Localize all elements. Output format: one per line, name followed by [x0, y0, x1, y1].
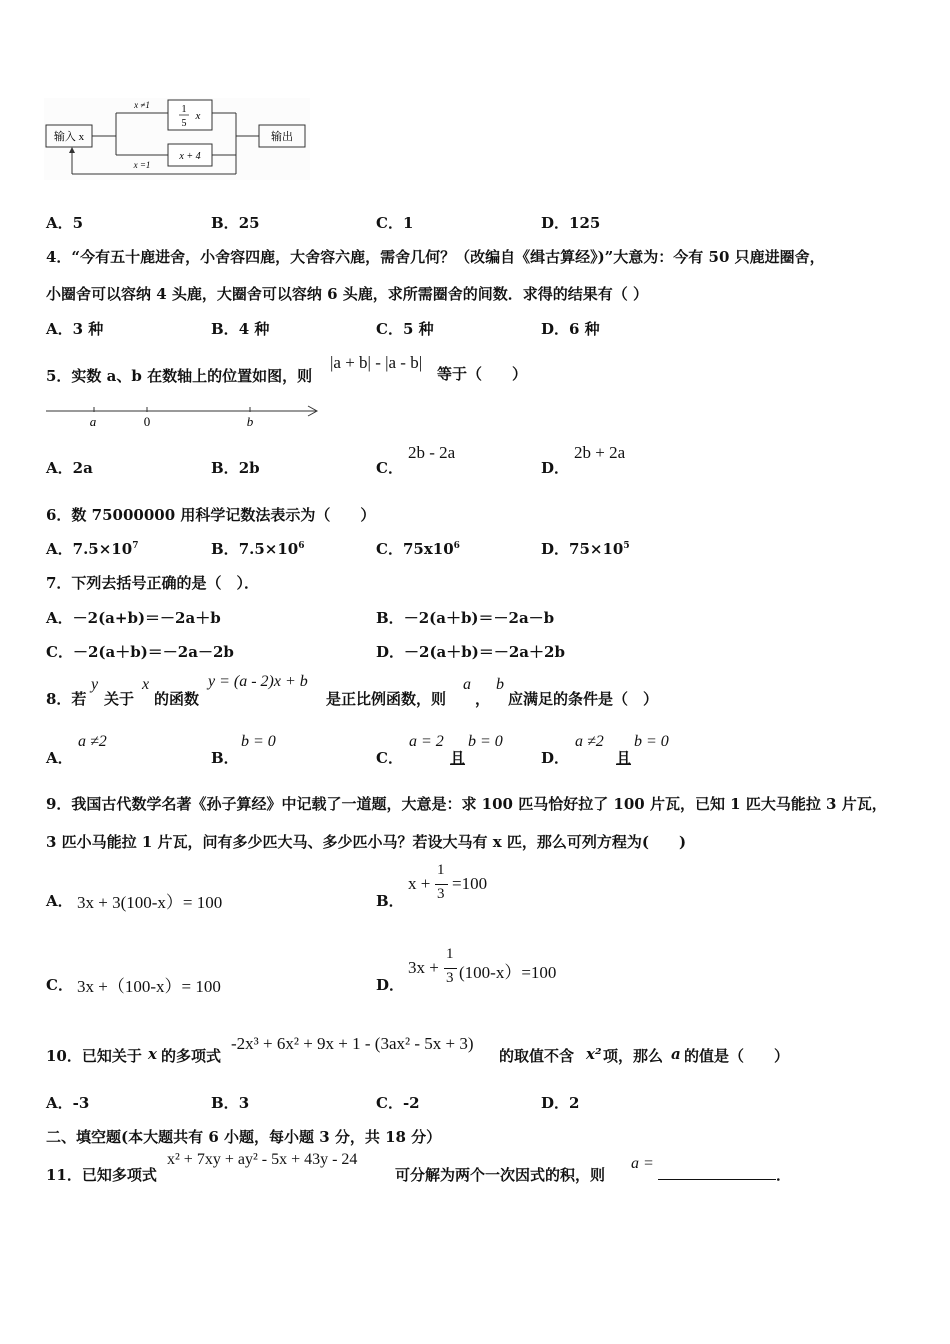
q6-option-b-letter: B． — [211, 540, 239, 558]
q10-polynomial: -2x³ + 6x² + 9x + 1 - (3ax² - 5x + 3) — [231, 1034, 474, 1053]
q4-option-c-letter: C． — [376, 320, 403, 338]
flowchart-cond-top: x ≠1 — [134, 100, 150, 110]
q9-option-d-letter: D． — [376, 976, 405, 994]
q5-option-d-text: 2b + 2a — [574, 443, 626, 462]
q8-option-d-text: a ≠2 — [575, 733, 604, 750]
flowchart-top-den: 5 — [181, 118, 187, 129]
q7-option-c[interactable] — [46, 641, 234, 662]
q10-option-b-text: 3 — [238, 1094, 250, 1112]
q9-option-d-den: 3 — [446, 970, 454, 986]
q11-stem-p2: 可分解为两个一次因式的积，则 — [395, 1166, 606, 1184]
q9-option-b[interactable] — [376, 890, 404, 911]
q6-option-c-letter: C． — [376, 540, 403, 558]
q10-option-a-text: -3 — [72, 1094, 90, 1112]
q9-option-b-letter: B． — [376, 892, 404, 910]
q5-option-a-text: 2a — [72, 459, 93, 477]
q11-polynomial: x² + 7xy + ay² - 5x + 43y - 24 — [167, 1151, 358, 1168]
q8-option-d[interactable] — [541, 747, 569, 768]
q8-option-b-letter: B． — [211, 749, 239, 767]
q8-var-a: a — [463, 676, 471, 693]
q5-option-d-letter: D． — [541, 459, 570, 477]
q5-option-c-letter: C． — [376, 459, 403, 477]
q4-option-c[interactable] — [376, 318, 434, 339]
q8-option-c-text: a = 2 — [409, 733, 444, 750]
q6-option-b[interactable] — [211, 538, 305, 559]
q10-stem-p2: 的多项式 — [161, 1047, 222, 1065]
q3-option-c[interactable] — [376, 212, 413, 233]
q5-option-d[interactable] — [541, 457, 569, 478]
q6-option-a-exp: 7 — [132, 541, 139, 551]
q3-option-d-text: 125 — [569, 214, 601, 232]
q10-option-c-text: -2 — [402, 1094, 420, 1112]
q7-option-a-text: －2(a+b)＝－2a＋b — [72, 609, 221, 627]
q11-answer-blank[interactable] — [658, 1165, 776, 1184]
q4-stem-line1: 4．“今有五十鹿进舍，小舍容四鹿，大舍容六鹿，需舍几何？（改编自《缉古算经》)”大意为：今有 50 只鹿进圈舍， — [46, 248, 825, 266]
q8-var-y: y — [91, 676, 99, 693]
q6-stem: 6．数 75000000 用科学记数法表示为（ ） — [46, 506, 376, 524]
q4-option-d-letter: D． — [541, 320, 570, 338]
q10-var-a: a — [671, 1045, 681, 1063]
q6-option-a-base: 7.5×10 — [72, 540, 133, 558]
q9-stem-line2: 3 匹小马能拉 1 片瓦，问有多少匹大马、多少匹小马？若设大马有 x 匹，那么可列方程为( ) — [46, 833, 687, 851]
q3-option-b[interactable] — [211, 212, 260, 233]
q10-option-a[interactable] — [46, 1092, 89, 1113]
q5-option-a-letter: A． — [46, 459, 73, 477]
q5-option-a[interactable] — [46, 457, 93, 478]
q7-option-c-text: －2(a＋b)＝－2a－2b — [72, 643, 234, 661]
q3-option-b-letter: B． — [211, 214, 239, 232]
q9-option-b-post: =100 — [452, 874, 488, 893]
q6-option-b-base: 7.5×10 — [238, 540, 299, 558]
q10-option-d-letter: D． — [541, 1094, 570, 1112]
q8-option-a-letter: A． — [46, 749, 73, 767]
q9-stem-line1: 9．我国古代数学名著《孙子算经》中记载了一道题，大意是：求 100 匹马恰好拉了 100 片瓦，已知 1 匹大马能拉 3 片瓦， — [46, 795, 887, 813]
q8-stem-p2: 关于 — [104, 690, 135, 708]
q4-option-d[interactable] — [541, 318, 600, 339]
q7-option-b[interactable] — [376, 607, 554, 628]
section-2-title: 二、填空题(本大题共有 6 小题，每小题 3 分，共 18 分） — [46, 1128, 442, 1146]
q5-option-b-text: 2b — [238, 459, 260, 477]
q8-option-b[interactable] — [211, 747, 239, 768]
q9-option-b-num: 1 — [437, 862, 445, 878]
q3-option-a-letter: A． — [46, 214, 73, 232]
q5-option-b[interactable] — [211, 457, 260, 478]
q5-option-c[interactable] — [376, 457, 403, 478]
q4-option-a-text: 3 种 — [72, 320, 104, 338]
q6-option-d-letter: D． — [541, 540, 570, 558]
flowchart-top-box — [168, 100, 212, 130]
q4-option-b[interactable] — [211, 318, 269, 339]
q10-var-x: x — [148, 1045, 157, 1063]
q10-stem-prefix: 10．已知关于 — [46, 1047, 142, 1065]
q9-option-c[interactable] — [46, 974, 73, 995]
q10-stem-p4: 项，那么 — [603, 1047, 664, 1065]
q11-stem-prefix: 11．已知多项式 — [46, 1166, 157, 1184]
q8-stem-p1: 8．若 — [46, 690, 87, 708]
q10-stem-p5: 的值是（ ） — [684, 1047, 790, 1065]
q4-option-b-text: 4 种 — [238, 320, 270, 338]
q10-option-d-text: 2 — [569, 1094, 580, 1112]
q6-option-a-letter: A． — [46, 540, 73, 558]
q3-option-d-letter: D． — [541, 214, 570, 232]
q9-option-d[interactable] — [376, 974, 404, 995]
q4-option-c-text: 5 种 — [402, 320, 434, 338]
q9-option-b-pre: x + — [408, 874, 431, 893]
q6-option-d[interactable] — [541, 538, 630, 559]
q10-option-b[interactable] — [211, 1092, 249, 1113]
q8-stem-p3: 的函数 — [154, 690, 200, 708]
q7-option-c-letter: C． — [46, 643, 73, 661]
q6-option-c-base: 75x10 — [402, 540, 454, 558]
q9-option-a[interactable] — [46, 890, 73, 911]
q8-option-d-and: 且 — [616, 749, 632, 767]
flowchart-top-var: x — [195, 110, 201, 122]
number-line — [44, 400, 324, 432]
q7-option-a-letter: A． — [46, 609, 73, 627]
q9-option-a-letter: A． — [46, 892, 73, 910]
q10-option-a-letter: A． — [46, 1094, 73, 1112]
q9-option-b-fraction-bar — [435, 884, 448, 885]
q11-a-equals: a = — [631, 1155, 654, 1172]
q3-option-d[interactable] — [541, 212, 600, 233]
q6-option-b-exp: 6 — [298, 541, 305, 551]
q5-stem-prefix: 5．实数 a、b 在数轴上的位置如图，则 — [46, 367, 313, 385]
q3-option-a-text: 5 — [72, 214, 84, 232]
q8-option-a[interactable] — [46, 747, 73, 768]
q10-option-b-letter: B． — [211, 1094, 239, 1112]
q3-option-a[interactable] — [46, 212, 83, 233]
q7-stem: 7．下列去括号正确的是（ ）． — [46, 574, 259, 592]
q7-option-b-text: －2(a＋b)＝－2a－b — [403, 609, 555, 627]
q4-stem-line2: 小圈舍可以容纳 4 头鹿，大圈舍可以容纳 6 头鹿，求所需圈舍的间数．求得的结果有（ ） — [46, 285, 648, 303]
q8-option-c-text2: b = 0 — [468, 733, 503, 750]
q7-option-d[interactable] — [376, 641, 565, 662]
number-line-label-b: b — [246, 414, 254, 429]
q3-option-b-text: 25 — [238, 214, 260, 232]
q8-option-b-text: b = 0 — [241, 733, 276, 750]
q8-option-a-text: a ≠2 — [78, 733, 107, 750]
q10-option-c[interactable] — [376, 1092, 420, 1113]
q9-option-b-den: 3 — [437, 886, 445, 902]
q3-option-c-text: 1 — [402, 214, 414, 232]
q8-option-d-letter: D． — [541, 749, 570, 767]
q7-option-a[interactable] — [46, 607, 221, 628]
number-line-label-zero: 0 — [143, 414, 151, 429]
q6-option-a[interactable] — [46, 538, 138, 559]
q9-option-d-num: 1 — [446, 946, 454, 962]
q8-stem-p4: 是正比例函数，则 — [326, 690, 447, 708]
q8-option-d-text2: b = 0 — [634, 733, 669, 750]
q10-option-d[interactable] — [541, 1092, 579, 1113]
q7-option-d-letter: D． — [376, 643, 405, 661]
q11-end: ． — [776, 1166, 792, 1184]
q9-option-d-pre: 3x + — [408, 958, 439, 977]
q9-option-a-text: 3x + 3(100-x）= 100 — [77, 893, 223, 912]
flowchart-figure — [44, 98, 310, 180]
q8-comma: ， — [475, 690, 491, 708]
flowchart-output-label: 输出 — [271, 131, 293, 143]
flowchart-top-num: 1 — [181, 104, 187, 115]
q10-stem-p3: 的取值不含 — [499, 1047, 575, 1065]
q8-var-x: x — [142, 676, 150, 693]
q4-option-d-text: 6 种 — [569, 320, 600, 338]
q6-option-d-base: 75×10 — [569, 540, 624, 558]
flowchart-bottom-label: x + 4 — [179, 151, 201, 162]
q8-option-c-letter: C． — [376, 749, 403, 767]
q8-function: y = (a - 2)x + b — [208, 673, 308, 690]
q9-option-d-fraction-bar — [444, 968, 457, 969]
q7-option-d-text: －2(a＋b)＝－2a＋2b — [404, 643, 565, 661]
number-line-label-a: a — [89, 414, 97, 429]
q10-option-c-letter: C． — [376, 1094, 403, 1112]
q5-stem-suffix: 等于（ ） — [437, 365, 528, 383]
q7-option-b-letter: B． — [376, 609, 404, 627]
flowchart-cond-bottom: x =1 — [133, 160, 151, 170]
q4-option-a-letter: A． — [46, 320, 73, 338]
q9-option-c-letter: C． — [46, 976, 73, 994]
q8-stem-p5: 应满足的条件是（ ） — [508, 690, 659, 708]
q3-option-c-letter: C． — [376, 214, 403, 232]
flowchart-input-label: 输入 x — [53, 131, 85, 143]
q6-option-d-exp: 5 — [623, 541, 630, 551]
q4-option-a[interactable] — [46, 318, 103, 339]
q6-option-c-exp: 6 — [453, 541, 460, 551]
q8-option-c[interactable] — [376, 747, 403, 768]
q9-option-d-post: (100-x）=100 — [459, 963, 557, 982]
q5-option-b-letter: B． — [211, 459, 239, 477]
q9-option-c-text: 3x +（100-x）= 100 — [77, 977, 221, 996]
q6-option-c[interactable] — [376, 538, 460, 559]
q5-option-c-text: 2b - 2a — [408, 443, 456, 462]
q4-option-b-letter: B． — [211, 320, 239, 338]
q10-var-x2: x² — [586, 1045, 602, 1063]
q8-var-b: b — [496, 676, 504, 693]
q5-expression: |a + b| - |a - b| — [330, 353, 423, 372]
q8-option-c-and: 且 — [450, 749, 466, 767]
